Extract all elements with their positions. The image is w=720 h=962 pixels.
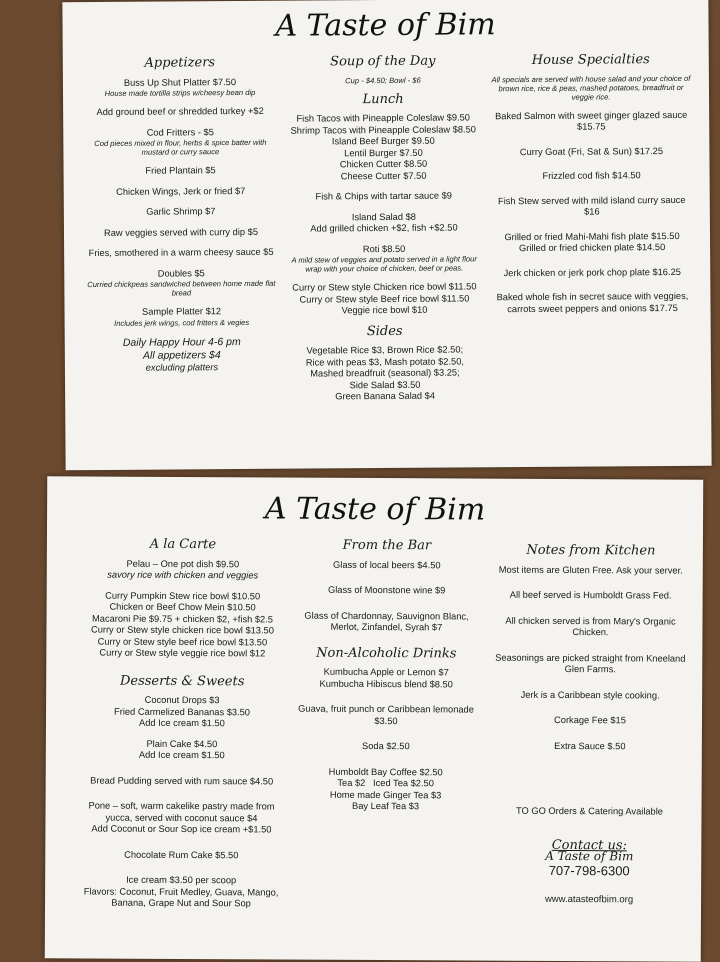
- notes-heading: Notes from Kitchen: [526, 542, 656, 559]
- alacarte-items: Curry Pumpkin Stew rice bowl $10.50 Chicken or Beef Chow Mein $10.50 Macaroni Pie $9.75 + chicken $2, +fish $2.5 Curry or Stew style chicken rice bowl $13.50 Curry or Stew style beef rice bowl $13.50 Curry or Stew style veggie rice bowl $12: [90, 590, 274, 659]
- menu-sheet-bottom: [45, 476, 704, 961]
- menu-item: Glass of Chardonnay, Sauvignon Blanc, Merlot, Zinfandel, Syrah $7: [304, 610, 469, 633]
- menu-item: Island Salad $8 Add grilled chicken +$2, fish +$2.50: [310, 211, 458, 234]
- menu-item: Soda $2.50: [362, 740, 410, 752]
- note-item: Corkage Fee $15: [554, 714, 626, 726]
- menu-item: Chicken Wings, Jerk or fried $7: [116, 185, 246, 197]
- menu-item: Pelau – One pot dish $9.50 savory rice with chicken and veggies: [107, 558, 259, 581]
- note-item: Extra Sauce $.50: [554, 740, 626, 751]
- menu-item: Baked Salmon with sweet ginger glazed sauce $15.75: [495, 109, 688, 132]
- alacarte-heading: A la Carte: [149, 536, 217, 553]
- menu-item: Raw veggies served with curry dip $5: [103, 226, 258, 238]
- menu-item: Bread Pudding served with rum sauce $4.50: [90, 775, 274, 786]
- sides-heading: Sides: [366, 323, 403, 339]
- menu-item: Guava, fruit punch or Caribbean lemonade $3.50: [298, 703, 474, 726]
- menu-item: Cod Fritters - $5 Cod pieces mixed in flour, herbs & spice batter with mustard or curry sauce: [94, 126, 267, 157]
- menu-item: Ice cream $3.50 per scoop Flavors: Coconut, Fruit Medley, Guava, Mango, Banana, Grape Nut and Sour Sop: [83, 874, 279, 909]
- happy-hour: Daily Happy Hour 4-6 pm All appetizers $4 excluding platters: [122, 335, 241, 373]
- specialties-note: All specials are served with house salad and your choice of brown rice, rice & peas, mashed potatoes, breadfruit or veggie rice.: [491, 73, 691, 102]
- menu-item: Frizzled cod fish $14.50: [542, 170, 641, 181]
- note-item: All beef served is Humboldt Grass Fed.: [509, 589, 672, 601]
- contact-block: [491, 839, 687, 906]
- menu-sheet-top: [62, 0, 711, 470]
- alacarte-section: [81, 538, 283, 919]
- note-item: All chicken served is from Mary's Organic Chicken.: [505, 615, 676, 638]
- menu-item: Sample Platter $12 Includes jerk wings, cod fritters & vegies: [114, 306, 250, 328]
- bar-heading: From the Bar: [342, 537, 432, 554]
- menu-item: Pone – soft, warm cakelike pastry made from yucca, served with coconut sauce $4 Add Coconut or Sour Sop ice cream +$1.50: [88, 800, 275, 835]
- menu-item: Humboldt Bay Coffee $2.50 Tea $2 Iced Tea $2.50 Home made Ginger Tea $3 Bay Leaf Tea $3: [328, 766, 443, 812]
- menu-item: Kumbucha Apple or Lemon $7 Kumbucha Hibiscus blend $8.50: [319, 666, 453, 689]
- lunch-heading: Lunch: [362, 91, 404, 107]
- note-item: Jerk is a Caribbean style cooking.: [520, 689, 660, 700]
- menu-item: Grilled or fried Mahi-Mahi fish plate $15.50 Grilled or fried chicken plate $14.50: [504, 230, 680, 254]
- contact-heading: Contact us:: [551, 837, 627, 853]
- soup-heading: Soup of the Day: [330, 53, 436, 70]
- menu-title-top: A Taste of Bim: [275, 7, 496, 44]
- menu-item: Doubles $5 Curried chickpeas sandwiched between home made flat bread: [87, 267, 276, 298]
- menu-item: Fish & Chips with tartar sauce $9: [315, 190, 452, 202]
- contact-name: A Taste of Bim: [545, 848, 634, 864]
- menu-item: Glass of local beers $4.50: [333, 559, 441, 570]
- menu-item: Add ground beef or shredded turkey +$2: [96, 105, 264, 118]
- menu-item: Curry Goat (Fri, Sat & Sun) $17.25: [519, 145, 664, 157]
- menu-item: Plain Cake $4.50 Add Ice cream $1.50: [138, 738, 225, 761]
- menu-item: Buss Up Shut Platter $7.50 House made tortilla strips w/cheesy bean dip: [104, 76, 256, 98]
- notes-section: [491, 542, 689, 907]
- togo-note: TO GO Orders & Catering Available: [516, 805, 663, 817]
- menu-title-bottom: A Taste of Bim: [264, 491, 486, 528]
- menu-item: Coconut Drops $3 Fried Carmelized Bananas $3.50 Add Ice cream $1.50: [114, 694, 251, 729]
- rice-bowls: Curry or Stew style Chicken rice bowl $11.50 Curry or Stew style Beef rice bowl $11.50 Veggie rice bowl $10: [292, 281, 477, 316]
- website-link[interactable]: www.atasteofbim.org: [544, 893, 634, 906]
- menu-item: Fish Stew served with mild island curry sauce $16: [497, 194, 686, 217]
- lunch-items: Fish Tacos with Pineapple Coleslaw $9.50 Shrimp Tacos with Pineapple Coleslaw $8.50 Island Beef Burger $9.50 Lentil Burger $7.50 Chicken Cutter $8.50 Cheese Cutter $7.50: [290, 112, 476, 181]
- appetizers-section: [85, 57, 277, 383]
- note-item: Most items are Gluten Free. Ask your server.: [498, 564, 683, 576]
- nonalc-heading: Non-Alcoholic Drinks: [316, 645, 457, 661]
- lunch-section: [283, 55, 485, 412]
- menu-item: Jerk chicken or jerk pork chop plate $16.25: [503, 266, 681, 278]
- menu-item: Chocolate Rum Cake $5.50: [124, 849, 239, 860]
- specialties-section: [491, 54, 693, 324]
- desserts-heading: Desserts & Sweets: [119, 673, 245, 689]
- contact-phone: 707-798-6300: [548, 862, 630, 878]
- soup-note: Cup - $4.50; Bowl - $6: [345, 75, 421, 85]
- menu-item: Roti $8.50 A mild stew of veggies and potato served in a light flour wrap with your choice of chicken, beef or peas.: [291, 243, 477, 274]
- note-item: Seasonings are picked straight from Kneeland Glen Farms.: [495, 652, 686, 675]
- menu-item: Baked whole fish in secret sauce with veggies, carrots sweet peppers and onions $17.75: [496, 290, 689, 314]
- sides-items: Vegetable Rice $3, Brown Rice $2.50; Rice with peas $3, Mash potato $2.50, Mashed breadfruit (seasonal) $3.25; Side Salad $3.50 Green Banana Salad $4: [305, 344, 465, 402]
- bar-section: [293, 537, 478, 822]
- menu-item: Fried Plantain $5: [145, 165, 216, 176]
- appetizers-heading: Appetizers: [144, 55, 216, 71]
- menu-item: Garlic Shrimp $7: [146, 206, 216, 217]
- menu-item: Glass of Moonstone wine $9: [327, 584, 446, 596]
- menu-item: Fries, smothered in a warm cheesy sauce $5: [88, 246, 274, 259]
- specialties-heading: House Specialties: [531, 52, 650, 68]
